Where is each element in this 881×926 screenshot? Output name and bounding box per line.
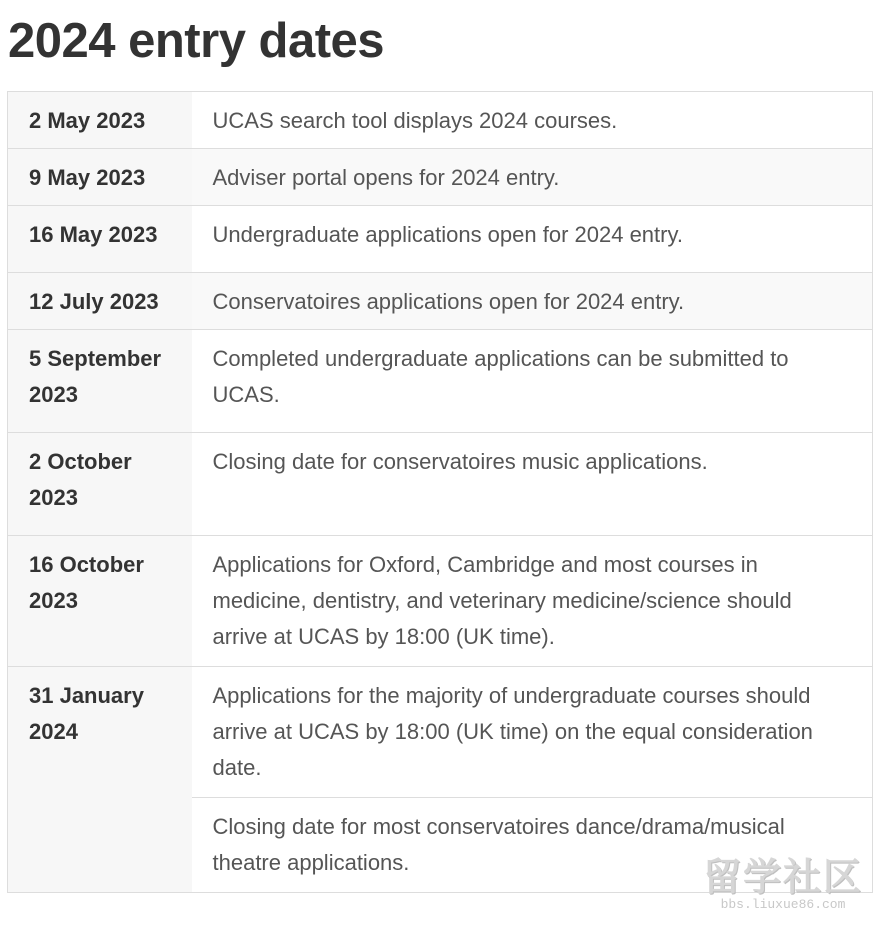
page-title: 2024 entry dates bbox=[8, 14, 385, 68]
event-cell: Adviser portal opens for 2024 entry. bbox=[192, 149, 873, 206]
event-cell: Applications for Oxford, Cambridge and most courses in medicine, dentistry, and veterinary medicine/science should arrive at UCAS by 18:00 (UK time). bbox=[192, 536, 873, 667]
table-row bbox=[8, 433, 873, 536]
watermark-text: 留学社区 bbox=[702, 857, 863, 899]
date-cell: 2 October 2023 bbox=[8, 433, 192, 536]
table-row bbox=[8, 273, 873, 330]
event-cell: UCAS search tool displays 2024 courses. bbox=[192, 92, 873, 149]
table-row bbox=[8, 92, 873, 149]
event-cell: Undergraduate applications open for 2024 entry. bbox=[192, 206, 873, 273]
event-cell: Closing date for conservatoires music applications. bbox=[192, 433, 873, 536]
table-row bbox=[8, 330, 873, 433]
table-row bbox=[8, 206, 873, 273]
event-cell: Applications for the majority of undergraduate courses should arrive at UCAS by 18:00 (UK time) on the equal consideration date. bbox=[192, 667, 873, 798]
watermark-url: bbs.liuxue86.com bbox=[720, 897, 846, 912]
entry-dates-table bbox=[7, 91, 873, 893]
date-cell: 16 May 2023 bbox=[8, 206, 192, 273]
event-cell: Closing date for most conservatoires dance/drama/musical theatre applications. bbox=[192, 798, 873, 893]
table-row bbox=[8, 667, 873, 798]
event-cell: Completed undergraduate applications can be submitted to UCAS. bbox=[192, 330, 873, 433]
date-cell: 9 May 2023 bbox=[8, 149, 192, 206]
date-cell: 12 July 2023 bbox=[8, 273, 192, 330]
date-cell: 2 May 2023 bbox=[8, 92, 192, 149]
date-cell: 5 September 2023 bbox=[8, 330, 192, 433]
event-cell: Conservatoires applications open for 2024 entry. bbox=[192, 273, 873, 330]
date-cell: 16 October 2023 bbox=[8, 536, 192, 667]
table-row bbox=[8, 536, 873, 667]
date-cell: 31 January 2024 bbox=[8, 667, 192, 893]
table-row bbox=[8, 149, 873, 206]
